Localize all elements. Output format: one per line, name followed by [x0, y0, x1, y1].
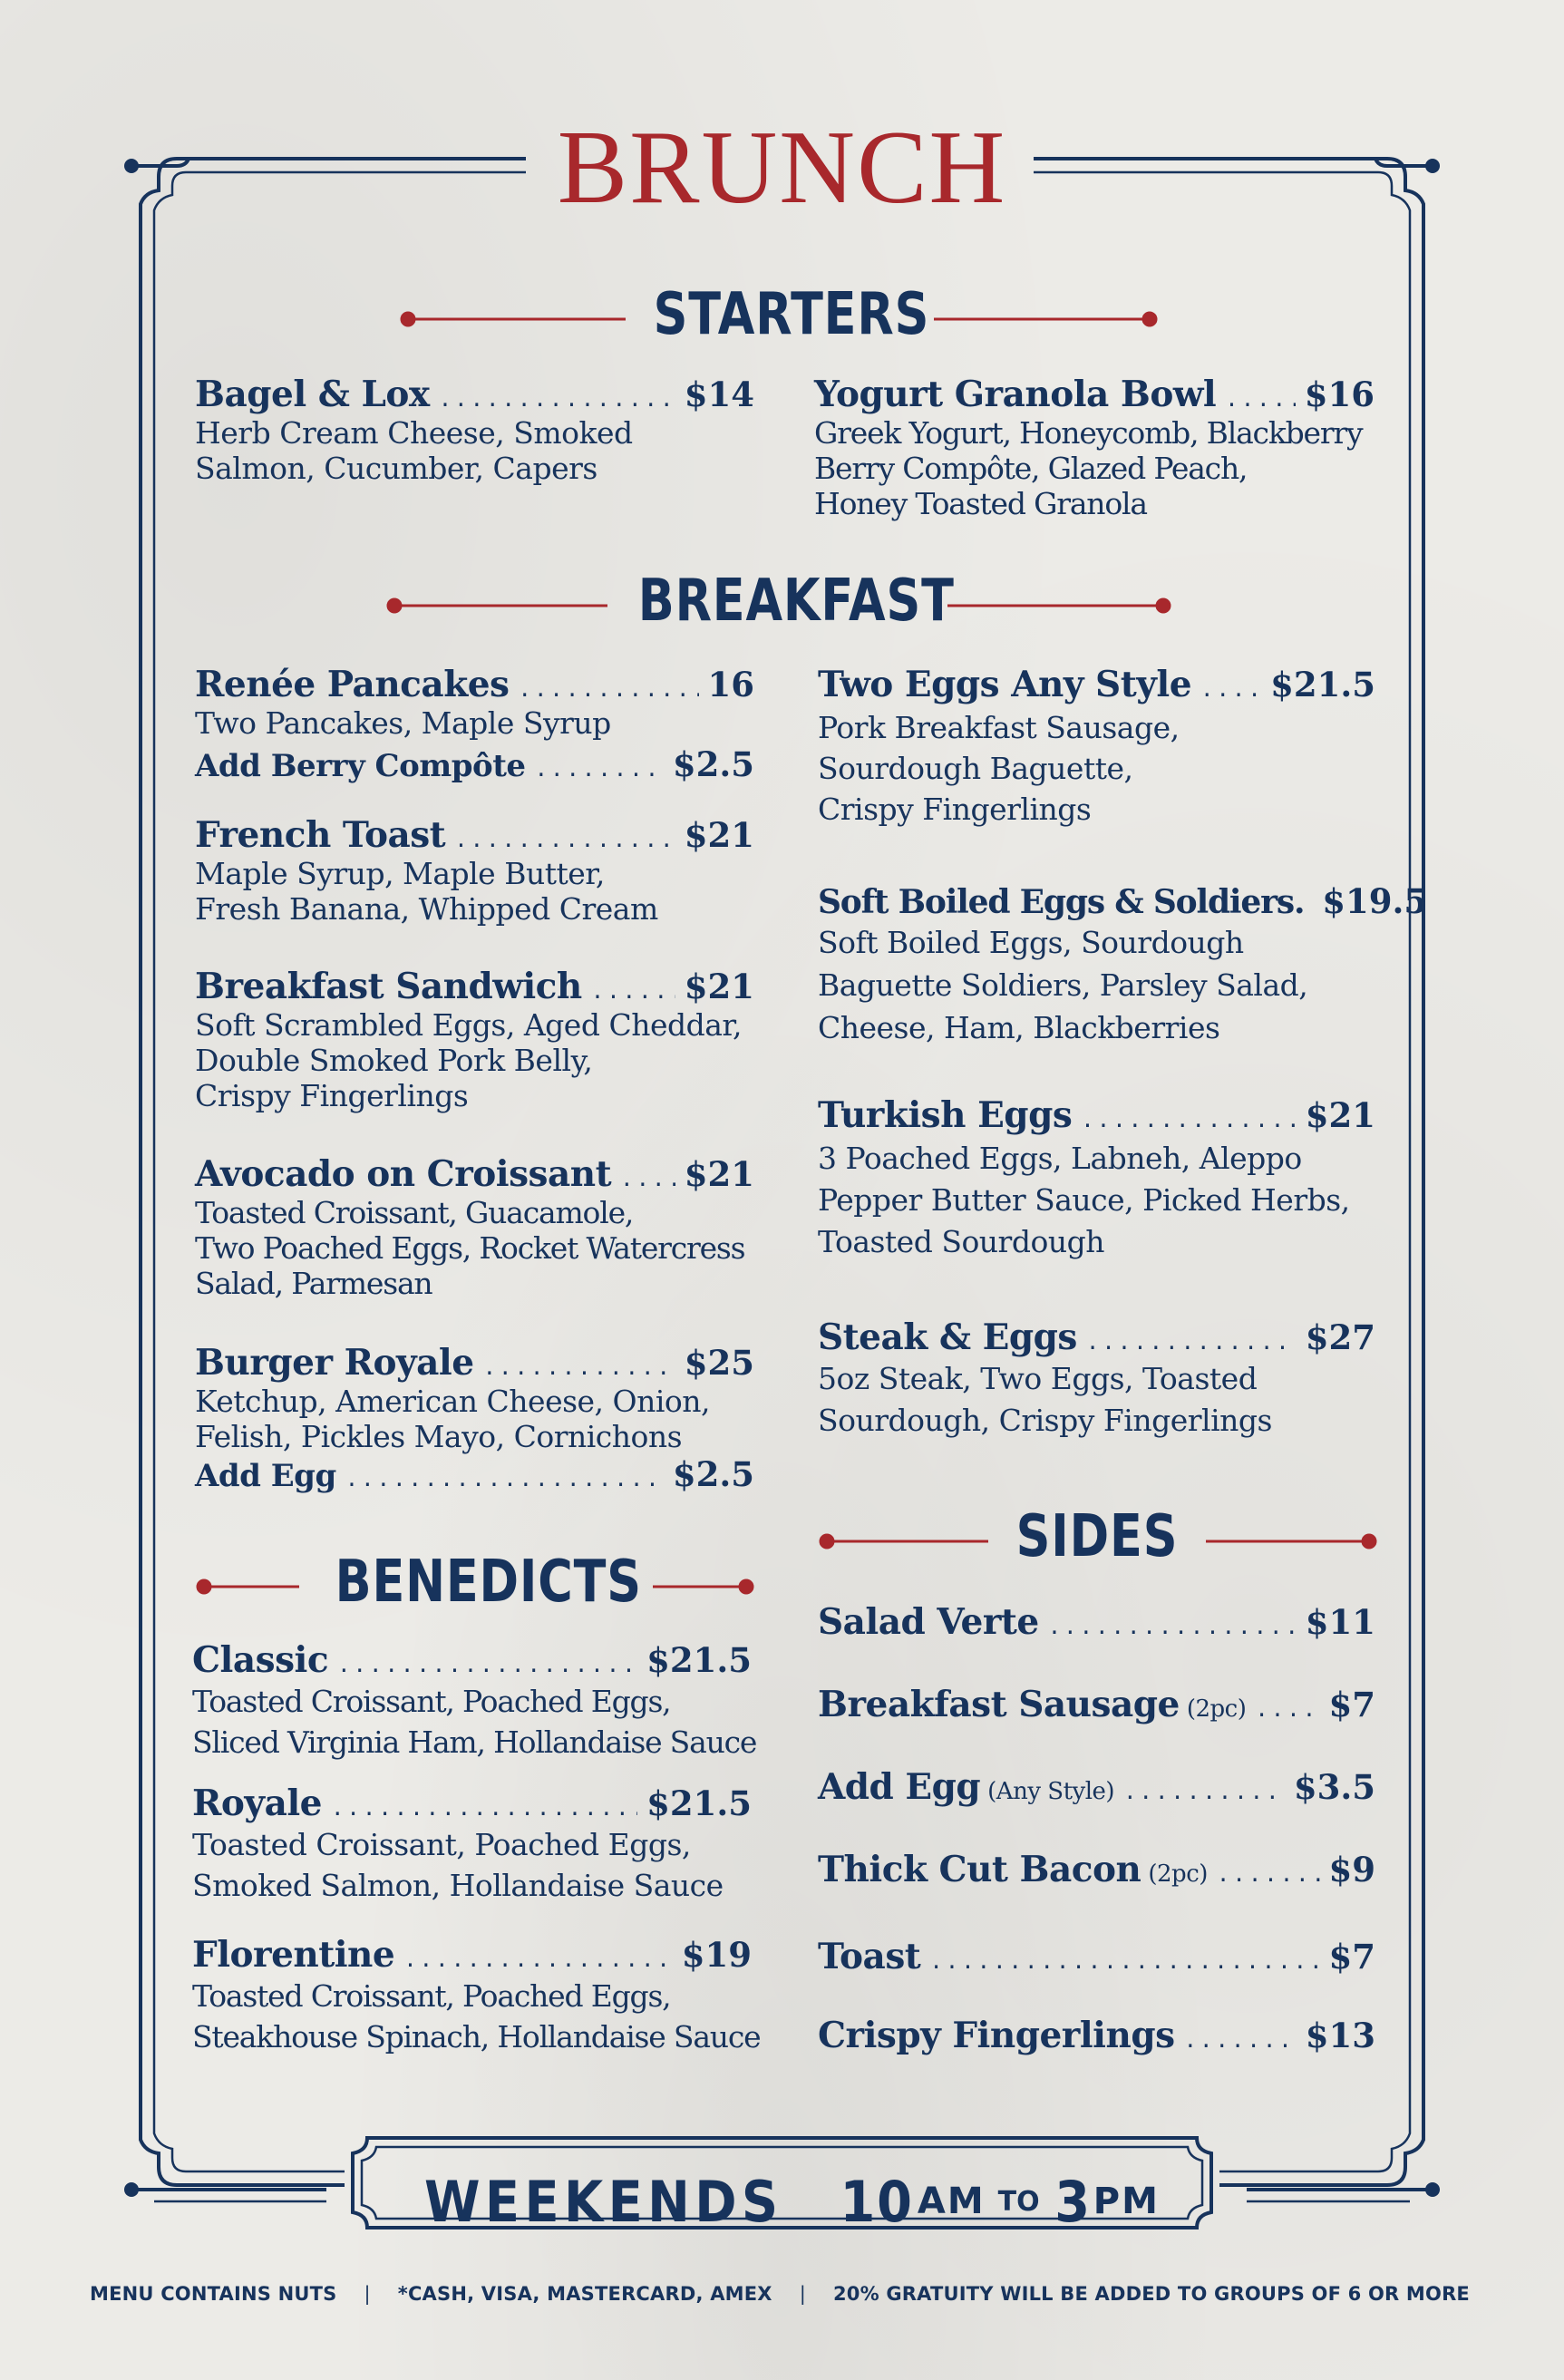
footer-payment-notice: *CASH, VISA, MASTERCARD, AMEX	[397, 2283, 772, 2305]
item-price: $3.5	[1293, 1767, 1375, 1807]
side-item-add-egg	[818, 1766, 1375, 1808]
leader-dots	[1123, 1779, 1285, 1804]
leader-dots	[1217, 1861, 1320, 1887]
item-name: Toast	[818, 1936, 921, 1977]
menu-item-classic-benedict	[192, 1639, 757, 1763]
item-price: $21	[1305, 1095, 1375, 1135]
addon-price: $2.5	[672, 1454, 754, 1494]
item-name: French Toast	[195, 814, 446, 856]
item-description: Toasted Croissant, Poached Eggs, Smoked Salmon, Hollandaise Sauce	[192, 1827, 724, 1903]
item-price: $11	[1305, 1602, 1375, 1642]
menu-item-bagel-lox	[195, 374, 754, 486]
leader-dots	[929, 1948, 1319, 1974]
item-price: $21	[684, 1154, 754, 1194]
side-item-thick-cut-bacon	[818, 1849, 1375, 1890]
hours-label: WEEKENDS	[424, 2168, 783, 2235]
item-price: $21.5	[646, 1783, 752, 1823]
item-price: $21.5	[1270, 665, 1375, 704]
item-price: $16	[1304, 374, 1375, 414]
leader-dots	[439, 386, 675, 412]
item-name: Salad Verte	[818, 1601, 1039, 1643]
breakfast-heading: BREAKFAST	[637, 568, 955, 635]
item-price: $7	[1328, 1685, 1375, 1724]
item-name: Soft Boiled Eggs & Soldiers.	[818, 883, 1305, 921]
hours-close-suffix: PM	[1093, 2181, 1160, 2222]
item-name: Bagel & Lox	[195, 374, 430, 415]
footer-gratuity-notice: 20% GRATUITY WILL BE ADDED TO GROUPS OF 6 OR MORE	[832, 2283, 1470, 2305]
item-description: Soft Boiled Eggs, Sourdough Baguette Soldiers, Parsley Salad, Cheese, Ham, Blackberries	[818, 925, 1308, 1045]
hours-to: TO	[997, 2185, 1040, 2218]
item-price: $7	[1328, 1937, 1375, 1977]
item-name: Breakfast Sausage	[818, 1684, 1180, 1725]
item-description: Soft Scrambled Eggs, Aged Cheddar, Double Smoked Pork Belly, Crispy Fingerlings	[195, 1007, 743, 1113]
footer-separator: |	[364, 2283, 371, 2305]
menu-footer	[90, 2276, 1470, 2312]
item-description: Greek Yogurt, Honeycomb, Blackberry Berry Compôte, Glazed Peach, Honey Toasted Granola	[814, 415, 1363, 521]
item-description: Herb Cream Cheese, Smoked Salmon, Cucumber, Capers	[195, 415, 633, 486]
leader-dots	[345, 1466, 664, 1491]
leader-dots	[483, 1355, 675, 1380]
menu-item-two-eggs-any-style	[818, 664, 1375, 830]
item-description: Pork Breakfast Sausage, Sourdough Baguette, Crispy Fingerlings	[818, 710, 1180, 827]
leader-dots	[1255, 1696, 1319, 1722]
item-addon	[195, 744, 754, 784]
item-price: $9	[1328, 1850, 1375, 1889]
menu-item-florentine-benedict	[192, 1934, 761, 2057]
addon-name: Add Berry Compôte	[195, 748, 526, 784]
item-name: Thick Cut Bacon	[818, 1849, 1141, 1890]
side-item-crispy-fingerlings	[818, 2015, 1375, 2056]
side-item-salad-verte	[818, 1601, 1375, 1643]
leader-dots	[1200, 676, 1261, 702]
item-price: $19.5	[1322, 881, 1428, 921]
item-description: 3 Poached Eggs, Labneh, Aleppo Pepper Butter Sauce, Picked Herbs, Toasted Sourdough	[818, 1141, 1350, 1259]
item-name: Add Egg	[818, 1766, 981, 1808]
menu-item-burger-royale	[195, 1342, 754, 1494]
item-name: Breakfast Sandwich	[195, 966, 582, 1007]
item-price: $25	[684, 1343, 754, 1383]
item-name: Royale	[192, 1783, 322, 1824]
item-name: Florentine	[192, 1934, 395, 1976]
menu-item-french-toast	[195, 814, 754, 927]
item-note: (Any Style)	[987, 1778, 1115, 1805]
item-description: 5oz Steak, Two Eggs, Toasted Sourdough, Crispy Fingerlings	[818, 1361, 1272, 1438]
item-description: Toasted Croissant, Poached Eggs, Sliced Virginia Ham, Hollandaise Sauce	[192, 1684, 757, 1760]
leader-dots	[535, 756, 664, 782]
benedicts-heading: BENEDICTS	[335, 1549, 642, 1616]
item-name: Turkish Eggs	[818, 1094, 1073, 1136]
menu-item-breakfast-sandwich	[195, 966, 754, 1113]
side-item-toast	[818, 1936, 1375, 1977]
item-name: Crispy Fingerlings	[818, 2015, 1175, 2056]
addon-price: $2.5	[672, 744, 754, 784]
menu-item-avocado-on-croissant	[195, 1153, 754, 1301]
item-name: Two Eggs Any Style	[818, 664, 1192, 705]
leader-dots	[403, 1947, 673, 1972]
item-description: Ketchup, American Cheese, Onion, Felish, Pickles Mayo, Cornichons	[195, 1384, 711, 1454]
hours-open: 10	[840, 2168, 914, 2235]
item-note: (2pc)	[1186, 1695, 1247, 1723]
item-name: Steak & Eggs	[818, 1316, 1077, 1358]
menu-title: BRUNCH	[557, 110, 1007, 226]
menu-item-steak-eggs	[818, 1316, 1375, 1442]
menu-item-royale-benedict	[192, 1783, 752, 1906]
item-addon	[195, 1454, 754, 1494]
leader-dots	[1086, 1329, 1297, 1355]
item-description: Toasted Croissant, Guacamole, Two Poached Eggs, Rocket Watercress Salad, Parmesan	[195, 1195, 745, 1301]
item-name: Burger Royale	[195, 1342, 474, 1384]
menu-item-soft-boiled-eggs-soldiers	[818, 881, 1428, 1049]
item-description: Maple Syrup, Maple Butter, Fresh Banana, Whipped Cream	[195, 856, 658, 927]
leader-dots	[620, 1166, 675, 1191]
leader-dots	[337, 1652, 637, 1677]
starters-heading: STARTERS	[653, 281, 930, 348]
leader-dots	[454, 827, 675, 852]
leader-dots	[1184, 2027, 1297, 2053]
sides-heading: SIDES	[1015, 1503, 1179, 1570]
item-price: $13	[1305, 2016, 1375, 2055]
leader-dots	[591, 978, 675, 1004]
item-name: Avocado on Croissant	[195, 1153, 612, 1195]
item-price: $19	[681, 1935, 752, 1975]
item-price: $21	[684, 815, 754, 855]
footer-separator: |	[799, 2283, 806, 2305]
item-name: Renée Pancakes	[195, 664, 510, 705]
leader-dots	[519, 676, 699, 702]
item-description: Toasted Croissant, Poached Eggs, Steakhouse Spinach, Hollandaise Sauce	[192, 1978, 761, 2055]
side-item-breakfast-sausage	[818, 1684, 1375, 1725]
item-name: Classic	[192, 1639, 329, 1681]
item-price: 16	[707, 665, 754, 704]
footer-nuts-notice: MENU CONTAINS NUTS	[90, 2283, 337, 2305]
item-note: (2pc)	[1148, 1860, 1208, 1888]
item-description: Two Pancakes, Maple Syrup	[195, 705, 611, 741]
hours-open-suffix: AM	[917, 2181, 986, 2222]
menu-item-renee-pancakes	[195, 664, 754, 784]
item-price: $21.5	[646, 1640, 752, 1680]
leader-dots	[1225, 386, 1296, 412]
hours-close: 3	[1054, 2168, 1092, 2235]
leader-dots	[1048, 1614, 1297, 1639]
item-price: $27	[1305, 1317, 1375, 1357]
menu-item-yogurt-granola-bowl	[814, 374, 1375, 521]
leader-dots	[1081, 1107, 1296, 1132]
item-price: $14	[684, 374, 754, 414]
hours-banner	[390, 2156, 1174, 2247]
item-name: Yogurt Granola Bowl	[814, 374, 1217, 415]
menu-item-turkish-eggs	[818, 1094, 1375, 1263]
leader-dots	[331, 1795, 637, 1821]
item-price: $21	[684, 967, 754, 1006]
addon-name: Add Egg	[195, 1458, 336, 1494]
